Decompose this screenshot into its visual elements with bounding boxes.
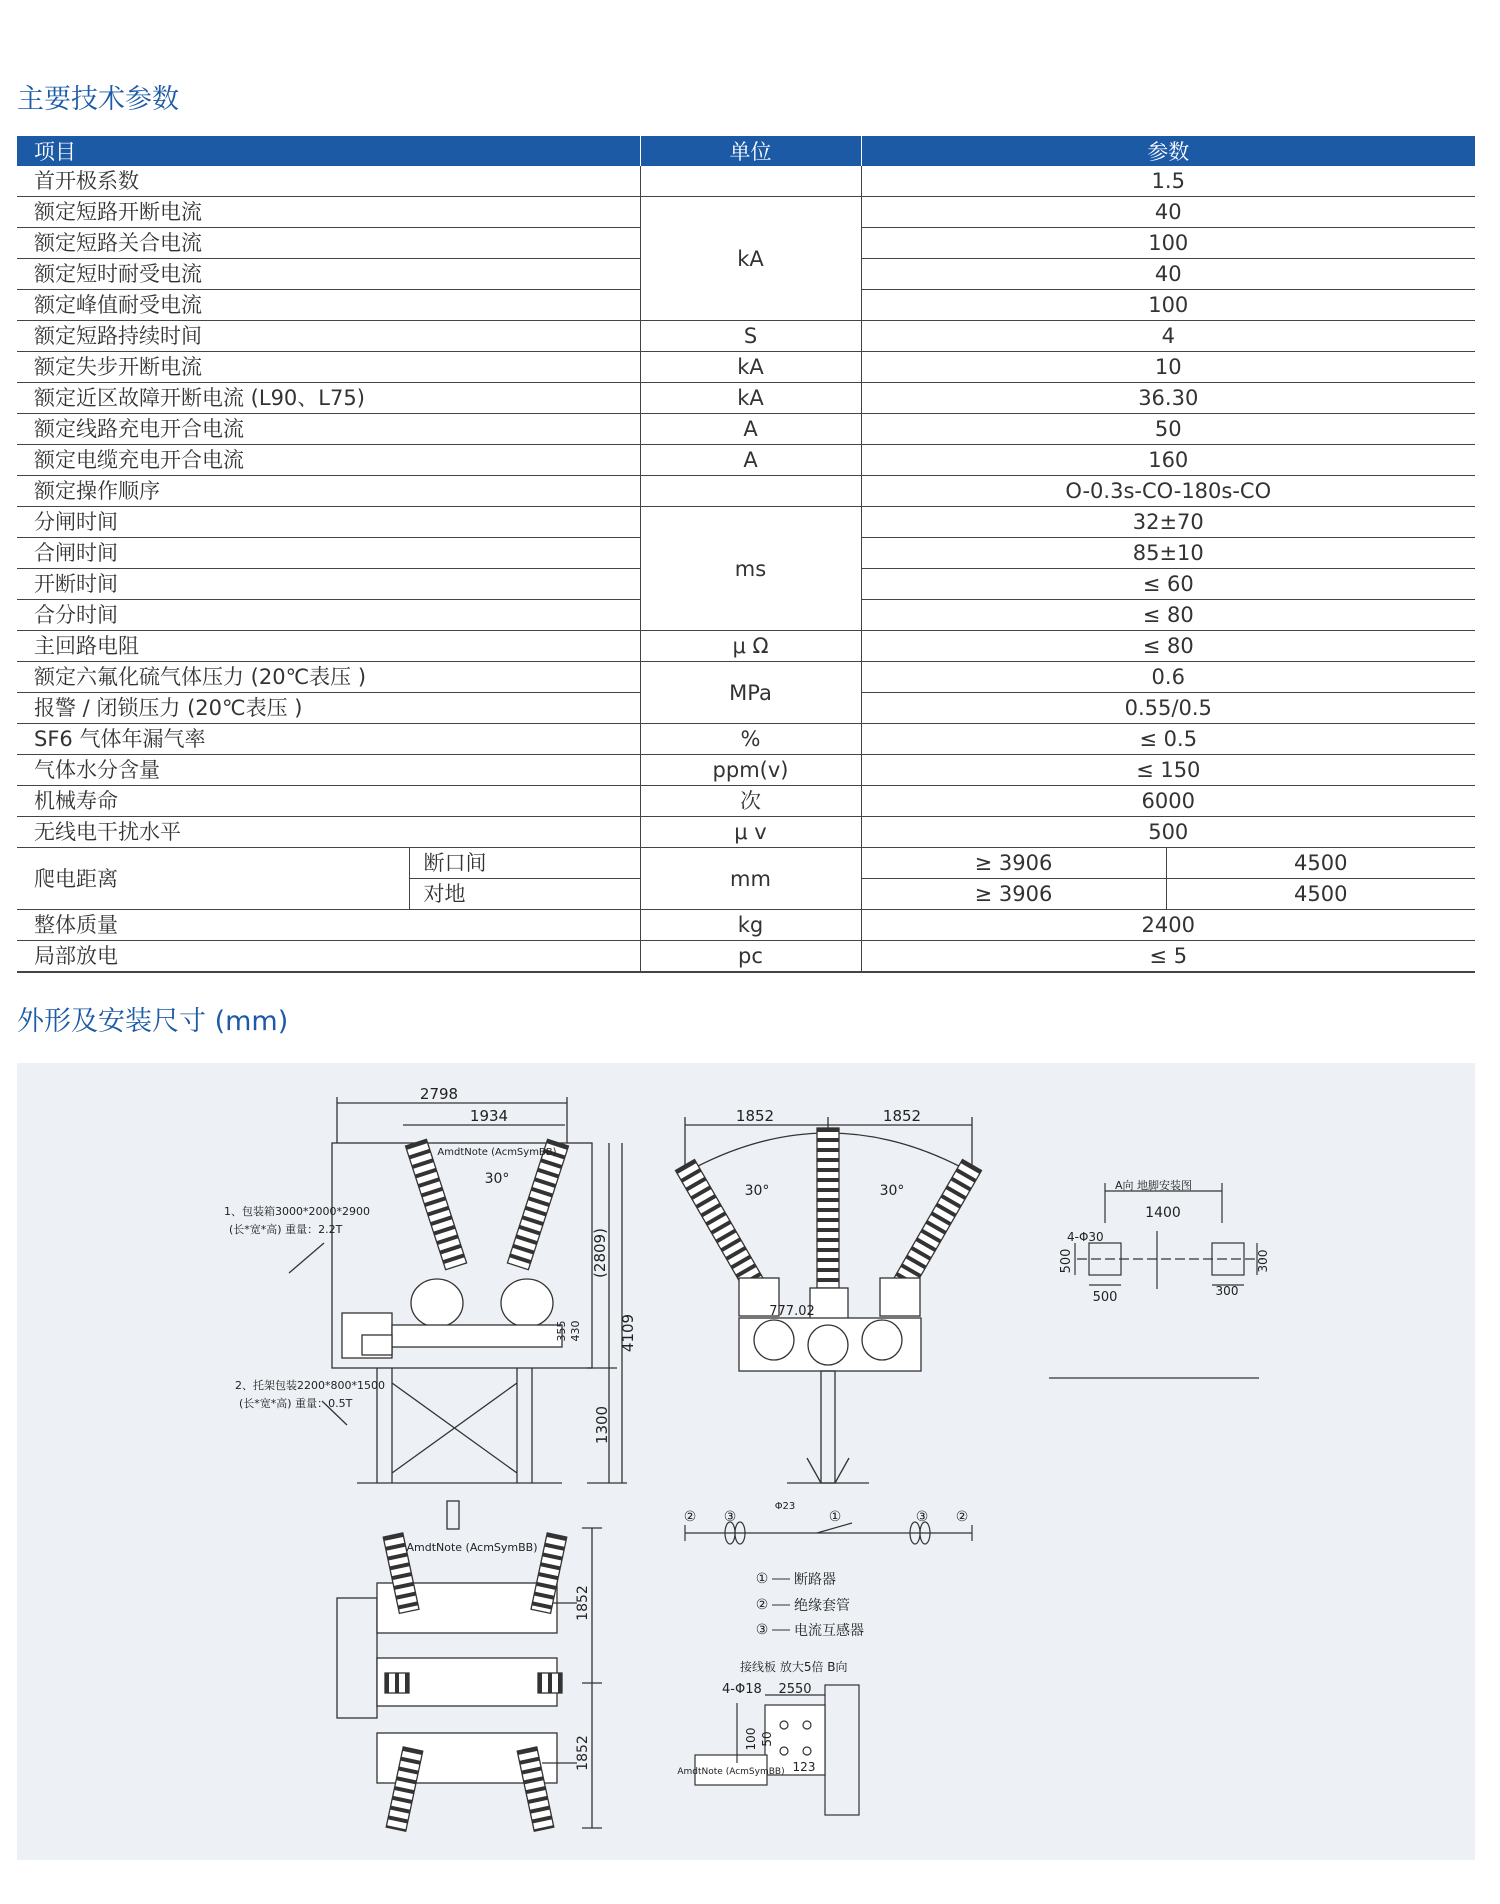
row-unit: S: [640, 321, 861, 352]
schematic-label-3: ①: [828, 1509, 842, 1525]
bushing-right: [507, 1139, 568, 1269]
section-title-specs: 主要技术参数: [17, 84, 179, 115]
table-row: [17, 786, 1475, 817]
legend: [756, 1571, 864, 1639]
creepage-min: ≥ 3906: [861, 848, 1166, 879]
dimension-drawing-panel: [17, 1063, 1475, 1860]
row-value: 10: [861, 352, 1475, 383]
legend-item: [756, 1622, 864, 1639]
row-item: 报警 / 闭锁压力 (20℃表压 ): [17, 693, 640, 724]
row-item: 额定峰值耐受电流: [17, 290, 640, 321]
table-row: [17, 910, 1475, 941]
schematic-label-1: ②: [683, 1509, 697, 1525]
terminal-plate-view: [695, 1685, 859, 1815]
row-unit: μ v: [640, 817, 861, 848]
dim-2809: (2809): [591, 1228, 609, 1278]
plan-amdt-note: AmdtNote (AcmSymBB): [406, 1541, 538, 1554]
row-value: 2400: [861, 910, 1475, 941]
row-item: 开断时间: [17, 569, 640, 600]
terminal-amdt-note: AmdtNote (AcmSymBB): [677, 1767, 785, 1777]
row-value: 85±10: [861, 538, 1475, 569]
row-value: 40: [861, 197, 1475, 228]
row-value: 40: [861, 259, 1475, 290]
row-value: 32±70: [861, 507, 1475, 538]
schematic-label-4: ③: [915, 1509, 929, 1525]
legend-text: 电流互感器: [794, 1623, 864, 1639]
table-row: [17, 197, 1475, 228]
plan-bushing-4: [538, 1673, 562, 1693]
row-value: 4: [861, 321, 1475, 352]
table-row: [17, 724, 1475, 755]
table-row: [17, 352, 1475, 383]
row-item: 合闸时间: [17, 538, 640, 569]
row-item: 额定短时耐受电流: [17, 259, 640, 290]
row-value: 500: [861, 817, 1475, 848]
note1-line1: 1、包装箱3000*2000*2900: [224, 1205, 370, 1218]
row-value: 0.55/0.5: [861, 693, 1475, 724]
dim-2550: 2550: [778, 1682, 812, 1697]
terminal-holes: 4-Φ18: [722, 1682, 762, 1697]
row-unit: kg: [640, 910, 861, 941]
terminal-title: 接线板 放大5倍 B向: [740, 1660, 848, 1674]
table-row: [17, 755, 1475, 786]
creepage-value: 4500: [1166, 879, 1475, 910]
schematic-ct-dim: Φ23: [774, 1501, 796, 1512]
table-row: [17, 817, 1475, 848]
schematic-view: [685, 1522, 972, 1544]
legend-item: [756, 1571, 836, 1588]
dim-1934: 1934: [469, 1107, 509, 1125]
schematic-label-2: ③: [723, 1509, 737, 1525]
row-unit: kA: [640, 197, 861, 321]
row-item: 整体质量: [17, 910, 640, 941]
dim-1852-right: 1852: [882, 1107, 922, 1125]
legend-text: 绝缘套管: [794, 1598, 850, 1614]
row-item: 额定短路持续时间: [17, 321, 640, 352]
legend-text: 断路器: [794, 1572, 836, 1588]
row-item: 气体水分含量: [17, 755, 640, 786]
dim-355: 355: [555, 1320, 568, 1342]
table-row: [17, 507, 1475, 538]
front-angle: 30°: [484, 1171, 510, 1187]
row-item: 额定失步开断电流: [17, 352, 640, 383]
front-amdt-note: AmdtNote (AcmSymBB): [437, 1147, 557, 1158]
legend-num: ②: [755, 1597, 769, 1613]
row-value: ≤ 0.5: [861, 724, 1475, 755]
row-unit: ppm(v): [640, 755, 861, 786]
table-row: [17, 166, 1475, 197]
dim-hole-30: 4-Φ30: [1067, 1230, 1104, 1244]
foundation-labels: [1059, 1178, 1270, 1305]
row-unit: 次: [640, 786, 861, 817]
table-row-creepage: [17, 848, 1475, 879]
technical-drawing: [17, 1063, 1475, 1860]
header-unit: 单位: [640, 136, 861, 166]
row-unit: kA: [640, 352, 861, 383]
row-item: 额定电缆充电开合电流: [17, 445, 640, 476]
row-item: 合分时间: [17, 600, 640, 631]
row-value: 160: [861, 445, 1475, 476]
dim-2798: 2798: [419, 1085, 459, 1103]
dim-430: 430: [569, 1320, 582, 1342]
side-angle-left: 30°: [744, 1183, 770, 1199]
creepage-item: 爬电距离: [17, 848, 409, 910]
creepage-unit: mm: [640, 848, 861, 910]
row-item: 额定短路开断电流: [17, 197, 640, 228]
row-item: 分闸时间: [17, 507, 640, 538]
dim-50: 50: [760, 1731, 774, 1747]
row-item: SF6 气体年漏气率: [17, 724, 640, 755]
row-unit: [640, 476, 861, 507]
foundation-title: A向 地脚安装图: [1115, 1179, 1193, 1192]
row-unit: MPa: [640, 662, 861, 724]
section-title-dimensions: 外形及安装尺寸 (mm): [17, 1006, 289, 1037]
row-value: ≤ 80: [861, 600, 1475, 631]
dim-4109: 4109: [619, 1313, 637, 1353]
row-item: 额定线路充电开合电流: [17, 414, 640, 445]
row-unit: μ Ω: [640, 631, 861, 662]
row-value: 100: [861, 290, 1475, 321]
dim-500-v: 500: [1059, 1248, 1074, 1274]
row-item: 无线电干扰水平: [17, 817, 640, 848]
table-row: [17, 445, 1475, 476]
dim-1300: 1300: [593, 1405, 611, 1445]
plan-bushing-3: [385, 1673, 409, 1693]
row-value: 50: [861, 414, 1475, 445]
row-value: 100: [861, 228, 1475, 259]
row-value: ≤ 60: [861, 569, 1475, 600]
spec-table: [17, 136, 1475, 973]
table-row: [17, 476, 1475, 507]
side-bushing-center: [817, 1128, 839, 1288]
legend-num: ①: [755, 1571, 769, 1587]
row-value: O-0.3s-CO-180s-CO: [861, 476, 1475, 507]
row-value: 36.30: [861, 383, 1475, 414]
dim-100: 100: [744, 1727, 758, 1751]
table-row: [17, 662, 1475, 693]
legend-num: ③: [755, 1622, 769, 1638]
row-unit: [640, 166, 861, 197]
row-unit: %: [640, 724, 861, 755]
creepage-value: 4500: [1166, 848, 1475, 879]
row-item: 机械寿命: [17, 786, 640, 817]
row-item: 额定操作顺序: [17, 476, 640, 507]
schematic-labels: [684, 1501, 969, 1525]
side-elevation-view: [675, 1117, 981, 1483]
dim-1400: 1400: [1145, 1205, 1181, 1221]
note1-line2: (长*宽*高) 重量：2.2T: [229, 1223, 343, 1236]
dim-1852-left: 1852: [735, 1107, 775, 1125]
table-row: [17, 941, 1475, 973]
dim-300-v: 300: [1256, 1249, 1270, 1273]
row-item: 局部放电: [17, 941, 640, 973]
creepage-min: ≥ 3906: [861, 879, 1166, 910]
table-row: [17, 414, 1475, 445]
header-item: 项目: [17, 136, 640, 166]
dim-777: 777.02: [769, 1304, 815, 1319]
row-value: 6000: [861, 786, 1475, 817]
dim-300-h: 300: [1215, 1284, 1239, 1298]
header-value: 参数: [861, 136, 1475, 166]
row-unit: A: [640, 414, 861, 445]
row-value: ≤ 80: [861, 631, 1475, 662]
row-value: 0.6: [861, 662, 1475, 693]
creepage-sub-label: 对地: [409, 879, 640, 910]
dim-500-h: 500: [1092, 1290, 1118, 1305]
dim-123: 123: [792, 1760, 816, 1774]
legend-item: [756, 1597, 850, 1614]
row-item: 额定近区故障开断电流 (L90、L75): [17, 383, 640, 414]
dim-plan-1852-b: 1852: [575, 1735, 591, 1771]
dim-plan-1852-a: 1852: [575, 1585, 591, 1621]
row-unit: kA: [640, 383, 861, 414]
row-unit: pc: [640, 941, 861, 973]
row-value: 1.5: [861, 166, 1475, 197]
row-item: 主回路电阻: [17, 631, 640, 662]
front-elevation-labels: [224, 1085, 637, 1444]
table-row: [17, 631, 1475, 662]
bushing-left: [405, 1139, 466, 1269]
row-item: 首开极系数: [17, 166, 640, 197]
row-unit: ms: [640, 507, 861, 631]
row-unit: A: [640, 445, 861, 476]
side-angle-right: 30°: [879, 1183, 905, 1199]
note2-line2: (长*宽*高) 重量：0.5T: [239, 1397, 353, 1410]
table-row: [17, 383, 1475, 414]
table-row: [17, 321, 1475, 352]
note2-line1: 2、托架包装2200*800*1500: [235, 1379, 385, 1392]
row-item: 额定六氟化硫气体压力 (20℃表压 ): [17, 662, 640, 693]
row-value: ≤ 150: [861, 755, 1475, 786]
creepage-sub-label: 断口间: [409, 848, 640, 879]
row-item: 额定短路关合电流: [17, 228, 640, 259]
schematic-label-5: ②: [955, 1509, 969, 1525]
row-value: ≤ 5: [861, 941, 1475, 973]
